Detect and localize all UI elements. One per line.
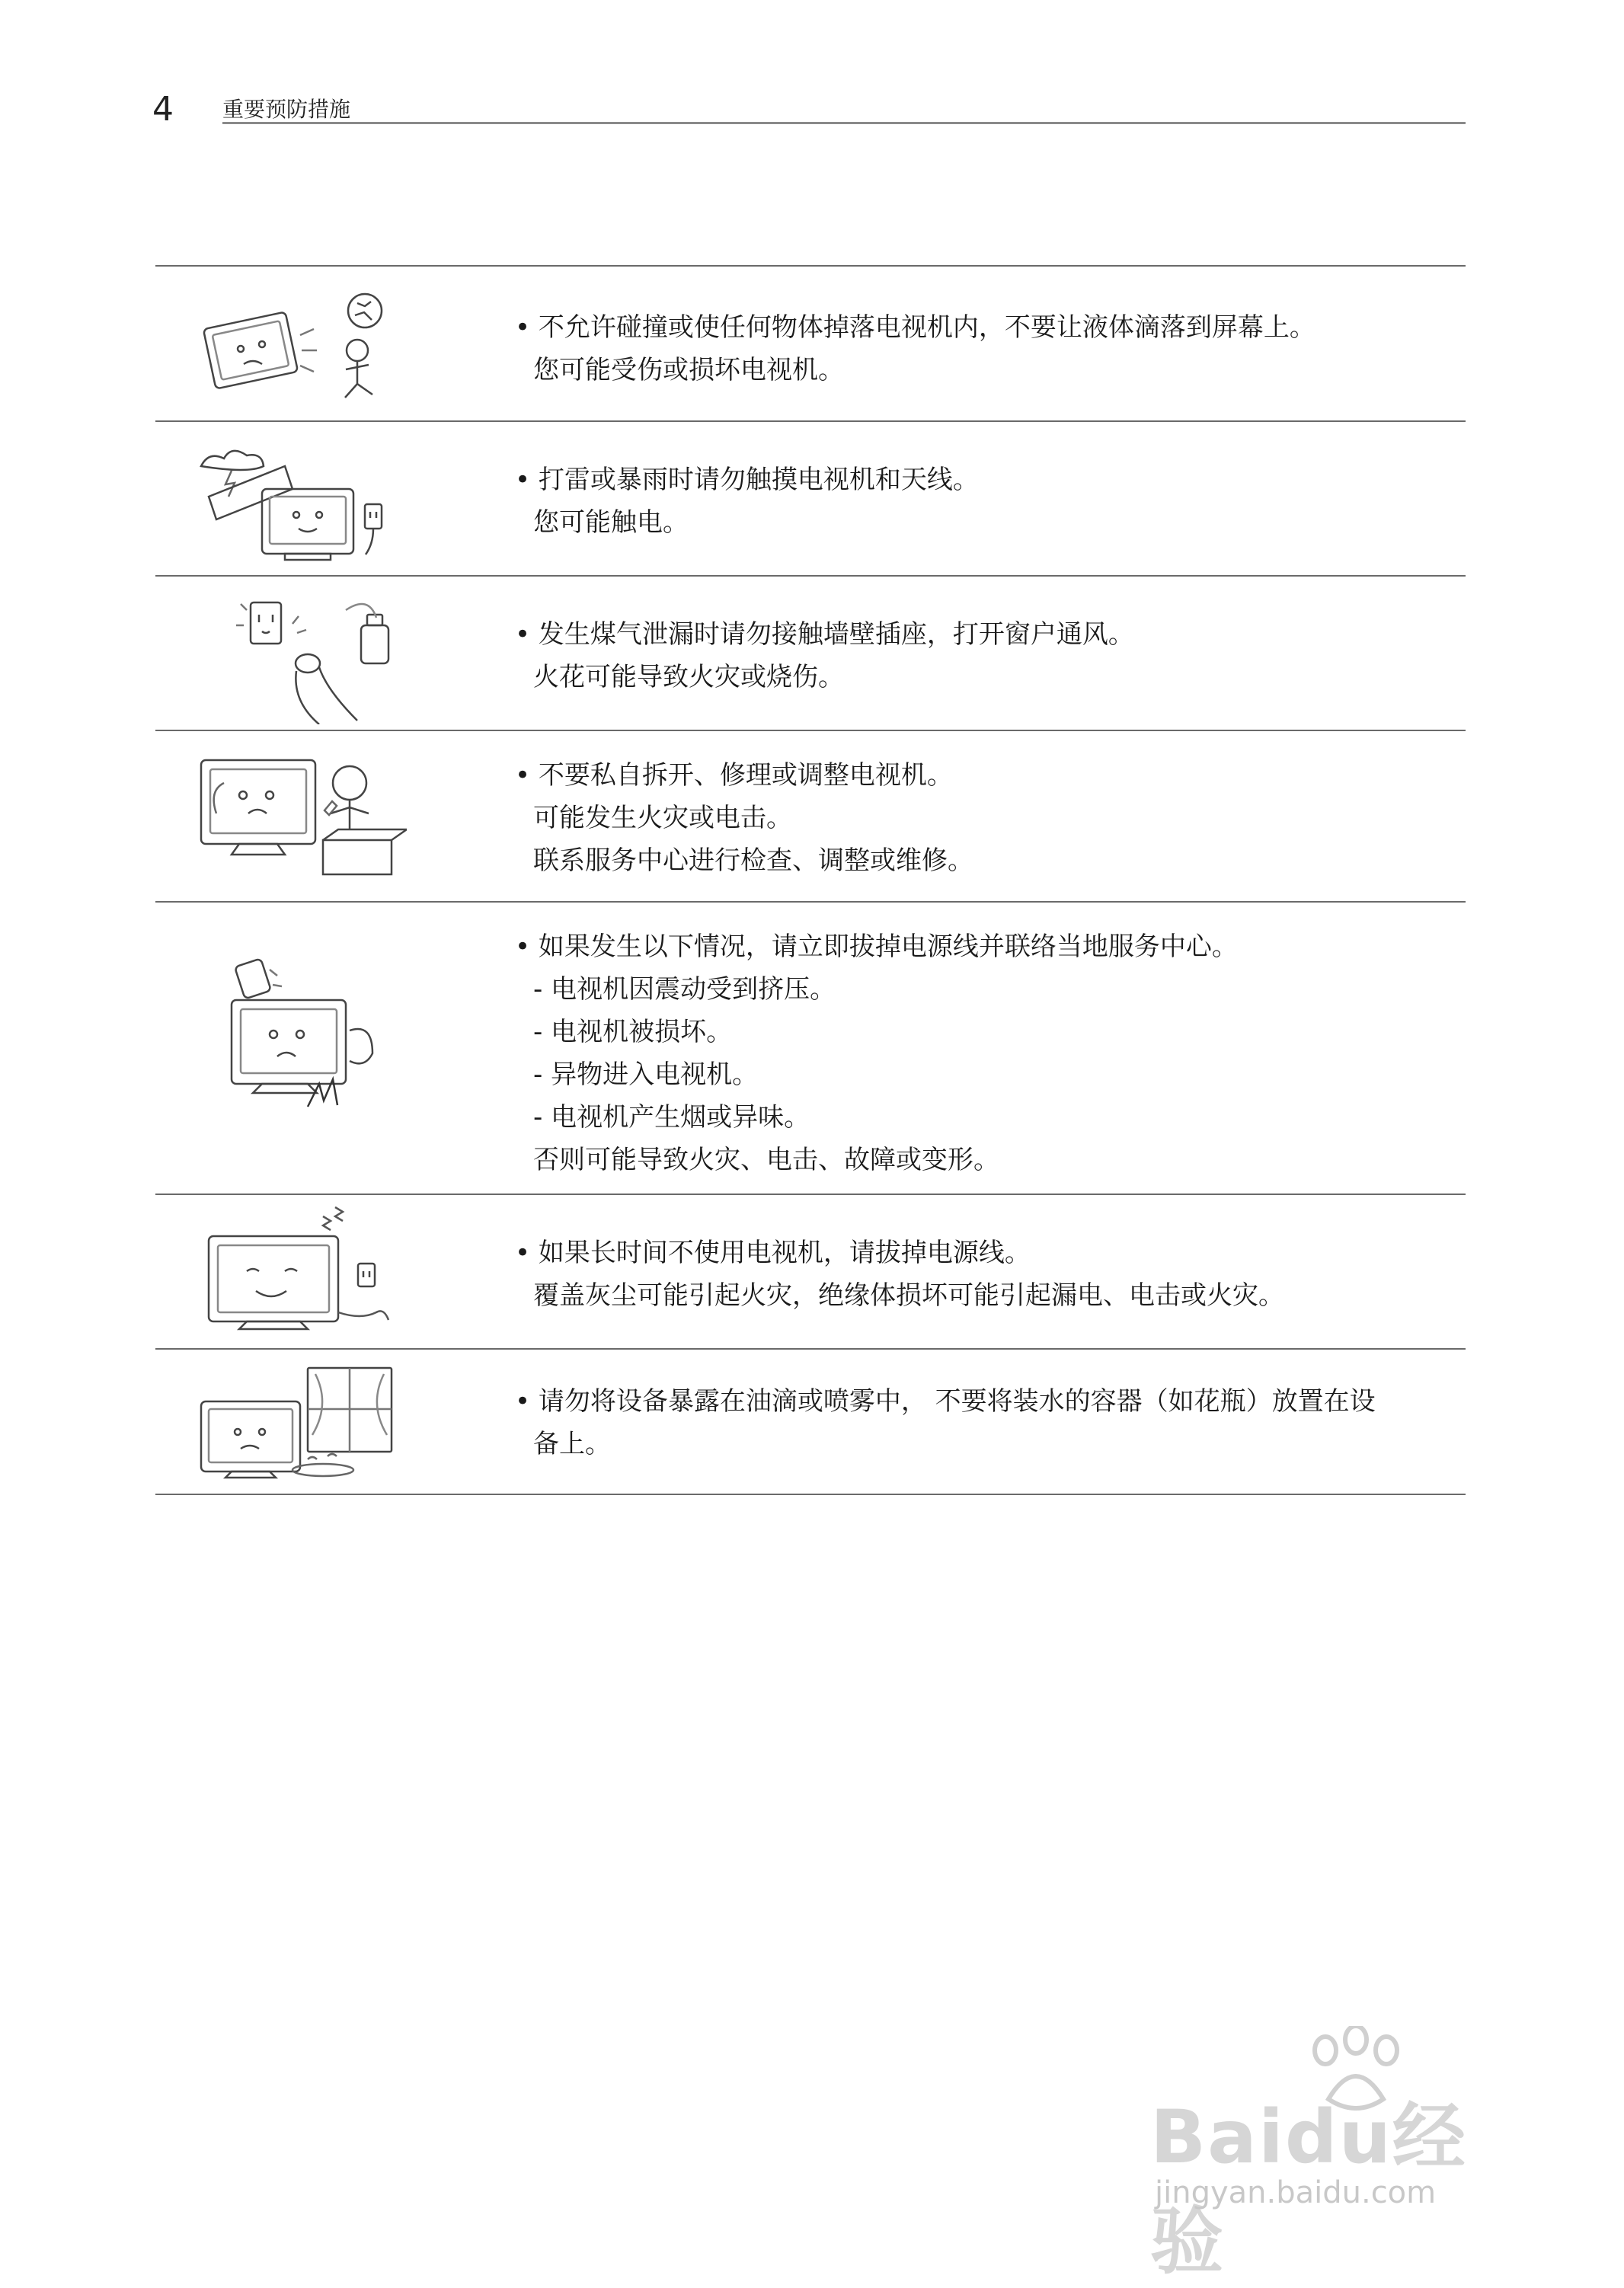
watermark-url: jingyan.baidu.com	[1155, 2175, 1437, 2210]
precaution-row	[155, 1195, 1466, 1348]
precaution-row	[155, 731, 1466, 901]
precaution-text: - 电视机因震动受到挤压。	[533, 974, 836, 1005]
precaution-text: 联系服务中心进行检查、调整或维修。	[533, 845, 973, 876]
precaution-text: - 异物进入电视机。	[533, 1059, 759, 1090]
precaution-row	[155, 577, 1466, 730]
header-rule	[222, 122, 1466, 124]
precaution-text: • 发生煤气泄漏时请勿接触墙壁插座，打开窗户通风。	[515, 619, 1134, 650]
precaution-text: • 不允许碰撞或使任何物体掉落电视机内，不要让液体滴落到屏幕上。	[515, 312, 1316, 343]
watermark-brand: Baidu经验	[1150, 2095, 1467, 2284]
baidu-watermark	[1150, 2026, 1531, 2284]
tv-disassembly-icon	[193, 753, 407, 882]
precaution-text: • 请勿将设备暴露在油滴或喷雾中， 不要将装水的容器（如花瓶）放置在设	[515, 1386, 1376, 1417]
page-number: 4	[152, 90, 174, 129]
precaution-text: 您可能触电。	[533, 507, 689, 538]
precaution-row	[155, 422, 1466, 575]
precaution-text: • 不要私自拆开、修理或调整电视机。	[515, 760, 953, 791]
precaution-row	[155, 1350, 1466, 1494]
precaution-text: 备上。	[533, 1429, 611, 1459]
tv-unplug-icon	[193, 1206, 407, 1335]
tv-liquid-spill-icon	[193, 1363, 407, 1485]
tv-thunderstorm-icon	[193, 436, 407, 565]
precaution-text: • 如果长时间不使用电视机，请拔掉电源线。	[515, 1238, 1031, 1268]
table-divider	[155, 1494, 1466, 1495]
precaution-text: • 如果发生以下情况，请立即拔掉电源线并联络当地服务中心。	[515, 931, 1238, 962]
precaution-text: • 打雷或暴雨时请勿触摸电视机和天线。	[515, 465, 979, 495]
precaution-text: - 电视机被损坏。	[533, 1017, 733, 1047]
precaution-text: 覆盖灰尘可能引起火灾，绝缘体损坏可能引起漏电、电击或火灾。	[533, 1280, 1284, 1311]
section-title: 重要预防措施	[222, 97, 351, 122]
tv-damage-icon	[193, 954, 407, 1122]
tv-ball-impact-icon	[193, 289, 407, 404]
gas-leak-outlet-icon	[193, 587, 407, 724]
precaution-text: - 电视机产生烟或异味。	[533, 1102, 810, 1133]
precaution-row	[155, 903, 1466, 1194]
precaution-text: 否则可能导致火灾、电击、故障或变形。	[533, 1145, 999, 1175]
precaution-text: 您可能受伤或损坏电视机。	[533, 355, 844, 385]
precaution-text: 可能发生火灾或电击。	[533, 803, 792, 833]
precaution-row	[155, 267, 1466, 420]
precaution-text: 火花可能导致火灾或烧伤。	[533, 662, 844, 692]
